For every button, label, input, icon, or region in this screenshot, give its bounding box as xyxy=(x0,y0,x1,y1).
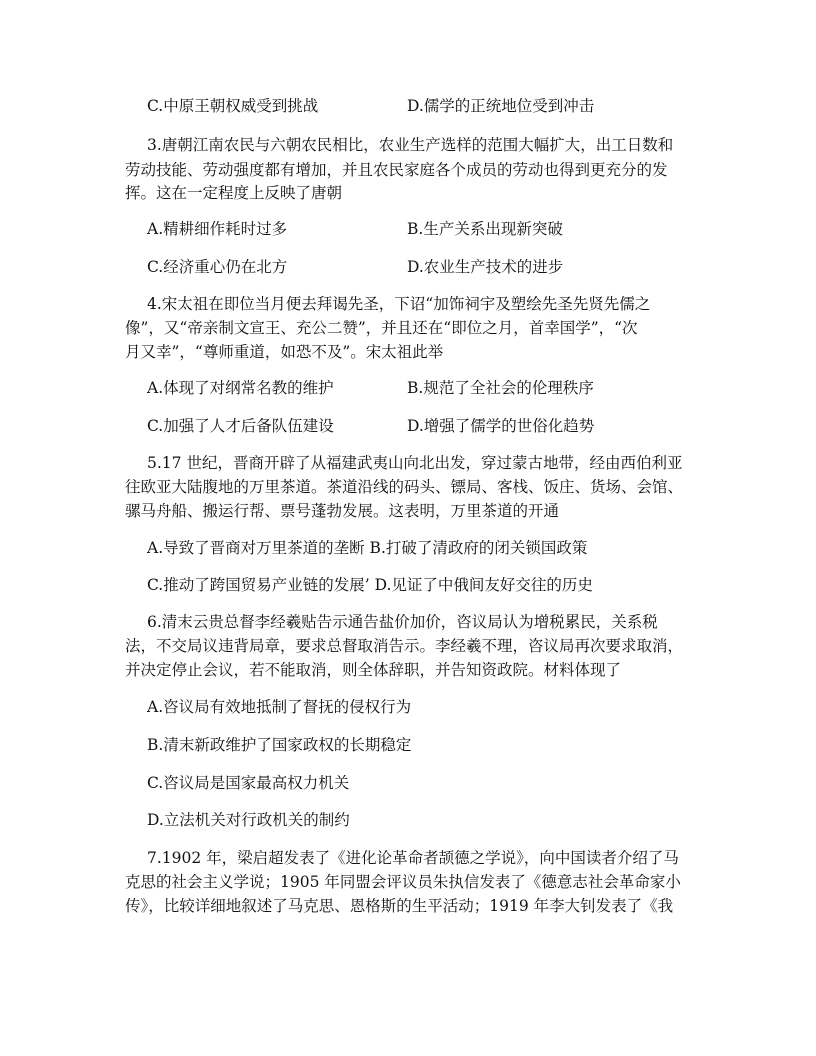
q6-option-a: A.咨议局有效地抵制了督抚的侵权行为 xyxy=(147,698,412,716)
q3-option-c: C.经济重心仍在北方 xyxy=(147,258,288,276)
q7-stem-line-1: 7.1902 年，梁启超发表了《进化论革命者颉德之学说》，向中国读者介绍了马 xyxy=(147,849,679,867)
q6-option-b: B.清末新政维护了国家政权的长期稳定 xyxy=(147,736,412,754)
q5-options-ab: A.导致了晋商对万里茶道的垄断 B.打破了清政府的闭关锁国政策 xyxy=(147,539,588,557)
q4-option-b: B.规范了全社会的伦理秩序 xyxy=(407,379,594,397)
q6-stem-line-1: 6.清末云贵总督李经羲贴告示通告盐价加价，咨议局认为增税累民，关系税 xyxy=(147,613,658,631)
q4-option-c: C.加强了人才后备队伍建设 xyxy=(147,417,334,435)
q3-option-d: D.农业生产技术的进步 xyxy=(407,258,564,276)
q5-stem-line-3: 骡马舟船、搬运行帮、票号蓬勃发展。这表明，万里茶道的开通 xyxy=(125,502,560,520)
q3-stem-line-1: 3.唐朝江南农民与六朝农民相比，农业生产选样的范围大幅扩大，出工日数和 xyxy=(147,136,674,154)
q3-option-b: B.生产关系出现新突破 xyxy=(407,220,563,238)
q5-stem-line-1: 5.17 世纪，晋商开辟了从福建武夷山向北出发，穿过蒙古地带，经由西伯利亚 xyxy=(147,454,683,472)
q4-option-d: D.增强了儒学的世俗化趋势 xyxy=(407,417,595,435)
q6-option-c: C.咨议局是国家最高权力机关 xyxy=(147,774,350,792)
q4-stem-line-1: 4.宋太祖在即位当月便去拜谒先圣，下诏“加饰祠宇及塑绘先圣先贤先儒之 xyxy=(147,295,651,313)
q3-stem-line-2: 劳动技能、劳动强度都有增加，并且农民家庭各个成员的劳动也得到更充分的发 xyxy=(125,161,668,179)
q6-stem-line-2: 法，不交局议违背局章，要求总督取消告示。李经羲不理，咨议局再次要求取消， xyxy=(125,637,684,655)
q2-option-d: D.儒学的正统地位受到冲击 xyxy=(407,97,595,115)
q4-stem-line-2: 像”，又“帝亲制文宣王、充公二赞”，并且还在“即位之月，首幸国学”，“次 xyxy=(125,319,638,337)
q5-stem-line-2: 往欧亚大陆腹地的万里茶道。茶道沿线的码头、镖局、客栈、饭庄、货场、会馆、 xyxy=(125,478,684,496)
q2-option-c: C.中原王朝权威受到挑战 xyxy=(147,97,319,115)
q5-options-cd: C.推动了跨国贸易产业链的发展’ D.见证了中俄间友好交往的历史 xyxy=(147,576,593,594)
q4-option-a: A.体现了对纲常名教的维护 xyxy=(147,379,334,397)
q3-stem-line-3: 挥。这在一定程度上反映了唐朝 xyxy=(125,184,343,202)
q7-stem-line-2: 克思的社会主义学说；1905 年同盟会评议员朱执信发表了《德意志社会革命家小 xyxy=(125,873,681,891)
q6-stem-line-3: 并决定停止会议，若不能取消，则全体辞职，并告知资政院。材料体现了 xyxy=(125,661,622,679)
q7-stem-line-3: 传》，比较详细地叙述了马克思、恩格斯的生平活动；1919 年李大钊发表了《我 xyxy=(125,897,674,915)
q4-stem-line-3: 月又幸”，“尊师重道，如恐不及”。宋太祖此举 xyxy=(125,343,444,361)
q3-option-a: A.精耕细作耗时过多 xyxy=(147,220,288,238)
q6-option-d: D.立法机关对行政机关的制约 xyxy=(147,811,350,829)
